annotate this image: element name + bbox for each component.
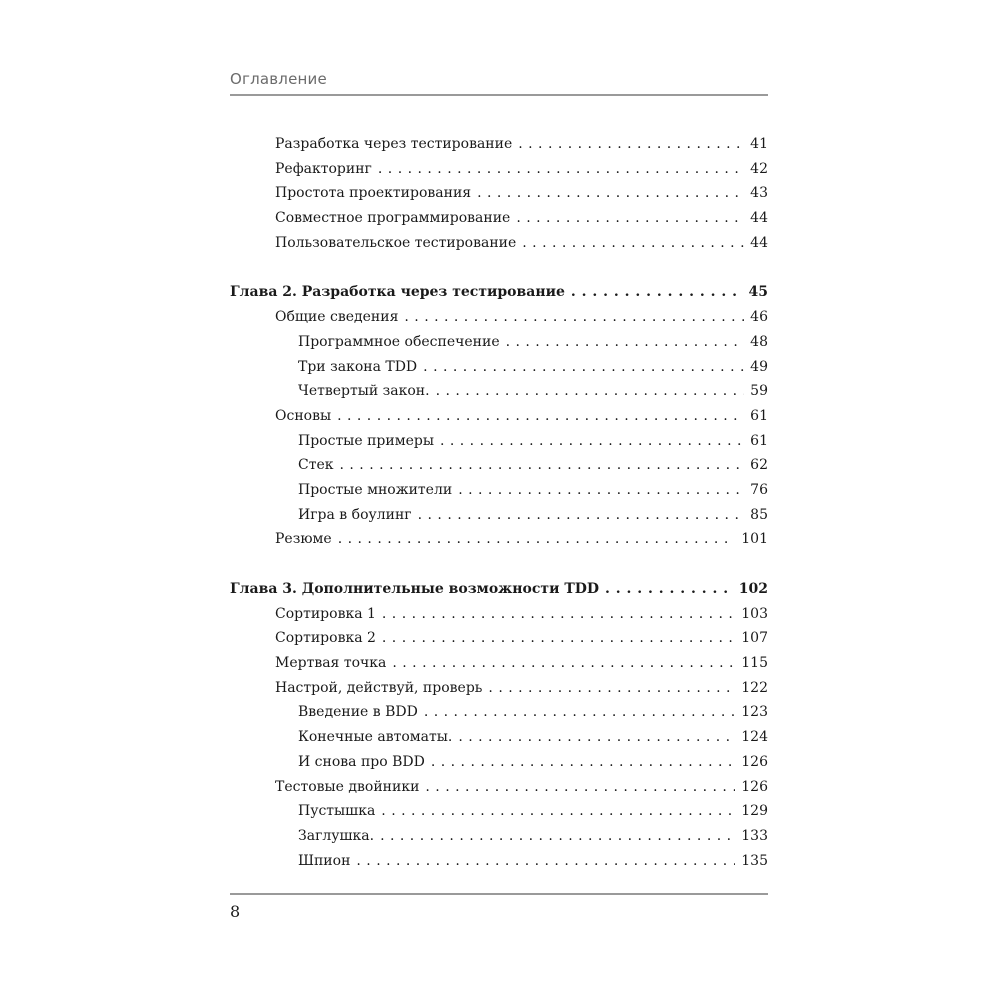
dot-leader (418, 503, 745, 528)
dot-leader (477, 181, 744, 206)
toc-entry[interactable] (230, 355, 768, 380)
entry-title: Шпион (298, 852, 351, 869)
entry-title: Основы (275, 407, 332, 424)
toc-entry[interactable] (230, 305, 768, 330)
toc-entry[interactable] (230, 824, 768, 849)
footer-rule (230, 893, 768, 895)
toc-entry[interactable] (230, 231, 768, 256)
entry-page-number: 115 (741, 655, 768, 672)
entry-page-number: 129 (741, 803, 768, 820)
entry-page-number: 41 (750, 136, 768, 152)
entry-page-number: 126 (741, 778, 768, 795)
dot-leader (436, 379, 745, 404)
toc-chapter-2[interactable] (230, 280, 768, 305)
dot-leader (423, 355, 744, 380)
entry-page-number: 124 (741, 729, 768, 746)
entry-page-number: 46 (750, 309, 768, 326)
entry-title: Разработка через тестирование (275, 136, 513, 152)
entry-page-number: 44 (750, 234, 768, 251)
dot-leader (337, 404, 744, 429)
toc-section-block2 (230, 305, 768, 552)
toc-entry[interactable] (230, 626, 768, 651)
entry-page-number: 133 (741, 827, 768, 844)
dot-leader (381, 799, 735, 824)
entry-title: Пользовательское тестирование (275, 234, 517, 251)
entry-page-number: 43 (750, 185, 768, 202)
entry-page-number: 122 (741, 679, 768, 696)
dot-leader (382, 602, 735, 627)
section-gap (230, 255, 768, 280)
toc-entry[interactable] (230, 206, 768, 231)
entry-title: Мертвая точка (275, 655, 387, 672)
toc-section-block3 (230, 602, 768, 874)
entry-page-number: 62 (750, 457, 768, 474)
entry-page-number: 44 (750, 210, 768, 227)
dot-leader (518, 132, 744, 157)
entry-page-number: 85 (750, 506, 768, 523)
entry-title: Введение в BDD (298, 704, 418, 721)
header-rule (230, 94, 768, 96)
entry-title: Конечные автоматы. (298, 729, 453, 746)
entry-title: Сортировка 2 (275, 630, 376, 647)
entry-page-number: 123 (741, 704, 768, 721)
entry-title: Настрой, действуй, проверь (275, 679, 483, 696)
toc-entry[interactable] (230, 775, 768, 800)
entry-title: Три закона TDD (298, 358, 418, 375)
entry-title: Рефакторинг (275, 160, 372, 177)
dot-leader (522, 231, 744, 256)
chapter-title: Глава 3. Дополнительные возможности TDD (230, 581, 600, 597)
dot-leader (458, 725, 735, 750)
toc-entry[interactable] (230, 725, 768, 750)
entry-title: Общие сведения (275, 309, 399, 326)
entry-page-number: 59 (750, 383, 768, 400)
dot-leader (605, 577, 733, 602)
entry-title: Программное обеспечение (298, 333, 500, 350)
entry-title: И снова про BDD (298, 753, 425, 770)
entry-title: Заглушка. (298, 827, 375, 844)
entry-title: Простые примеры (298, 432, 434, 449)
entry-page-number: 49 (750, 358, 768, 375)
toc-entry[interactable] (230, 181, 768, 206)
toc-entry[interactable] (230, 478, 768, 503)
dot-leader (404, 305, 744, 330)
entry-title: Четвертый закон. (298, 383, 430, 400)
toc-entry[interactable] (230, 602, 768, 627)
table-of-contents (230, 132, 768, 873)
entry-page-number: 61 (750, 407, 768, 424)
toc-entry[interactable] (230, 503, 768, 528)
dot-leader (431, 750, 735, 775)
toc-entry[interactable] (230, 651, 768, 676)
toc-entry[interactable] (230, 453, 768, 478)
toc-entry[interactable] (230, 700, 768, 725)
dot-leader (425, 775, 735, 800)
section-gap (230, 552, 768, 577)
dot-leader (458, 478, 744, 503)
dot-leader (506, 330, 745, 355)
toc-entry[interactable] (230, 676, 768, 701)
dot-leader (392, 651, 735, 676)
toc-chapter-3[interactable] (230, 577, 768, 602)
toc-entry[interactable] (230, 527, 768, 552)
dot-leader (488, 676, 735, 701)
entry-title: Пустышка (298, 803, 376, 820)
dot-leader (516, 206, 744, 231)
entry-page-number: 61 (750, 432, 768, 449)
entry-title: Стек (298, 457, 334, 474)
toc-entry[interactable] (230, 404, 768, 429)
toc-entry[interactable] (230, 429, 768, 454)
entry-page-number: 126 (741, 753, 768, 770)
dot-leader (382, 626, 735, 651)
entry-title: Игра в боулинг (298, 506, 412, 523)
dot-leader (380, 824, 735, 849)
entry-page-number: 135 (741, 852, 768, 869)
dot-leader (440, 429, 744, 454)
running-head: Оглавление (230, 70, 327, 88)
dot-leader (571, 280, 743, 305)
toc-entry[interactable] (230, 157, 768, 182)
chapter-page-number: 102 (738, 581, 768, 597)
dot-leader (424, 700, 735, 725)
page-number: 8 (230, 902, 241, 921)
entry-title: Простые множители (298, 481, 453, 498)
dot-leader (338, 527, 736, 552)
entry-page-number: 103 (741, 605, 768, 622)
toc-entry[interactable] (230, 750, 768, 775)
chapter-page-number: 45 (748, 284, 768, 301)
toc-entry[interactable] (230, 132, 768, 157)
entry-title: Совместное программирование (275, 210, 511, 227)
dot-leader (378, 157, 744, 182)
entry-page-number: 48 (750, 333, 768, 350)
entry-page-number: 42 (750, 160, 768, 177)
entry-title: Простота проектирования (275, 185, 472, 202)
chapter-title: Глава 2. Разработка через тестирование (230, 284, 565, 301)
dot-leader (340, 453, 745, 478)
entry-title: Резюме (275, 531, 332, 548)
dot-leader (356, 849, 735, 874)
toc-entry[interactable] (230, 379, 768, 404)
entry-page-number: 107 (741, 630, 768, 647)
toc-entry[interactable] (230, 799, 768, 824)
toc-entry[interactable] (230, 330, 768, 355)
toc-entry[interactable] (230, 849, 768, 874)
entry-page-number: 101 (741, 531, 768, 548)
entry-page-number: 76 (750, 481, 768, 498)
toc-section-block1 (230, 132, 768, 255)
entry-title: Сортировка 1 (275, 605, 376, 622)
entry-title: Тестовые двойники (275, 778, 420, 795)
